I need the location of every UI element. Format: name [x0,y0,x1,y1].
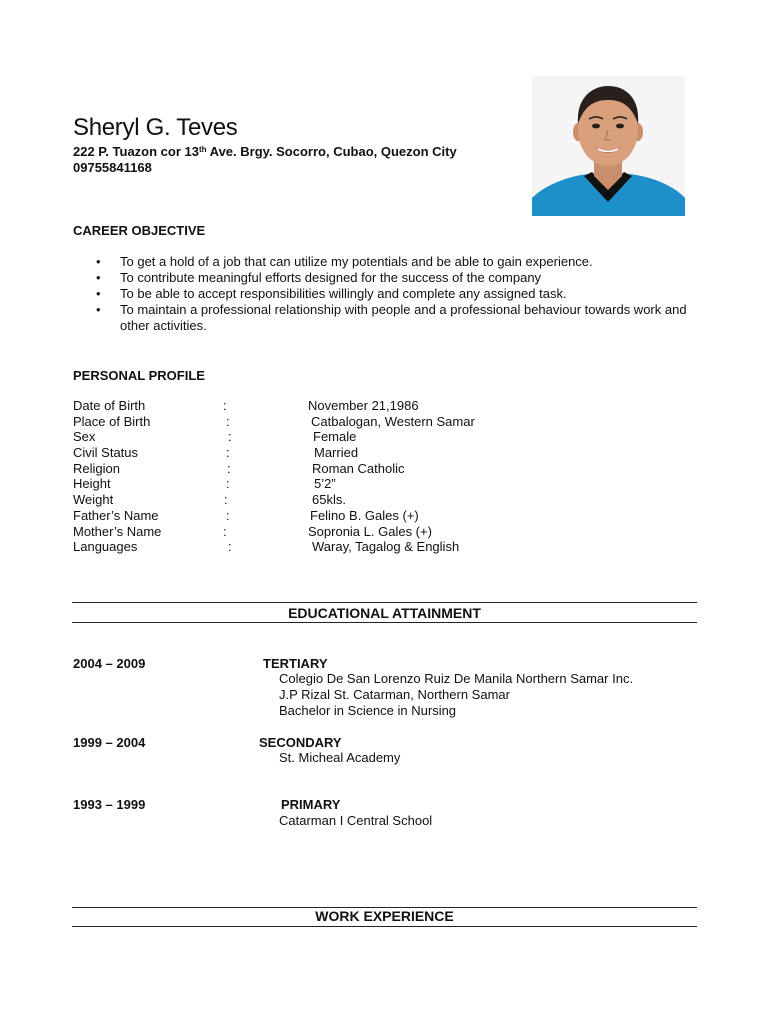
education-line: J.P Rizal St. Catarman, Northern Samar [279,687,510,702]
section-rule-top [72,602,697,603]
profile-separator: : [223,523,227,539]
list-item [96,302,696,334]
resume-name: Sheryl G. Teves [73,114,238,141]
education-details [279,750,400,766]
address-part-2: Ave. Brgy. Socorro, Cubao, Quezon City [206,144,457,159]
objective-text: To maintain a professional relationship with people and a professional behaviour towards work and other activities. [120,302,687,333]
section-rule-bottom [72,926,697,927]
phone-number: 09755841168 [73,160,152,175]
educational-attainment-heading: EDUCATIONAL ATTAINMENT [288,605,481,621]
bullet-glyph: • [96,254,101,269]
section-rule-bottom [72,622,697,623]
list-item [96,270,696,286]
profile-separator: : [226,476,230,492]
profile-value: November 21,1986 [308,398,419,413]
profile-separator: : [223,398,227,413]
profile-value: 65kls. [312,492,346,508]
career-objective-list [96,254,696,334]
list-item [96,286,696,302]
education-years: 1993 – 1999 [73,797,146,812]
profile-value: Sopronia L. Gales (+) [308,523,432,539]
bullet-glyph: • [96,286,101,301]
profile-label: Civil Status [73,445,139,461]
profile-separator: : [228,429,232,445]
profile-label: Height [73,476,111,492]
profile-value: 5’2” [314,476,336,492]
profile-label: Weight [73,492,114,508]
work-experience-heading: WORK EXPERIENCE [315,908,454,924]
education-details [279,813,432,829]
address-part-1: 222 P. Tuazon cor 13 [73,144,199,159]
education-years: 1999 – 2004 [73,735,146,750]
profile-label: Languages [73,539,138,555]
profile-photo [532,76,685,216]
personal-profile-heading: PERSONAL PROFILE [73,368,205,383]
profile-label: Father’s Name [73,507,159,523]
profile-separator: : [224,492,228,508]
address [73,144,457,159]
education-line: Bachelor in Science in Nursing [279,703,457,718]
profile-label: Religion [73,460,120,476]
profile-label: Sex [73,429,96,445]
profile-separator: : [226,445,230,461]
profile-value: Catbalogan, Western Samar [311,413,475,429]
profile-label: Place of Birth [73,413,151,429]
address-superscript: th [198,145,207,154]
profile-value: Felino B. Gales (+) [310,507,419,523]
bullet-glyph: • [96,270,101,285]
profile-separator: : [228,539,232,555]
education-level: TERTIARY [263,656,328,671]
profile-value: Waray, Tagalog & English [312,539,460,555]
profile-value: Roman Catholic [312,460,405,476]
profile-value: Female [313,429,357,445]
career-objective-heading: CAREER OBJECTIVE [73,223,206,238]
profile-separator: : [227,460,231,476]
objective-text: To get a hold of a job that can utilize my potentials and be able to gain experience. [120,254,593,269]
objective-text: To contribute meaningful efforts designed for the success of the company [120,270,542,285]
education-level: PRIMARY [281,797,341,812]
profile-value: Married [314,445,359,461]
education-years: 2004 – 2009 [73,656,146,671]
profile-label: Date of Birth [73,398,146,413]
bullet-glyph: • [96,302,101,317]
list-item [96,254,696,270]
education-line: St. Micheal Academy [279,750,401,765]
education-line: Colegio De San Lorenzo Ruiz De Manila Northern Samar Inc. [279,671,634,686]
education-details [279,671,633,719]
profile-separator: : [226,507,230,523]
profile-label: Mother’s Name [73,523,162,539]
objective-text: To be able to accept responsibilities willingly and complete any assigned task. [120,286,567,301]
education-level: SECONDARY [259,735,342,750]
profile-separator: : [226,413,230,429]
education-line: Catarman I Central School [279,813,433,828]
